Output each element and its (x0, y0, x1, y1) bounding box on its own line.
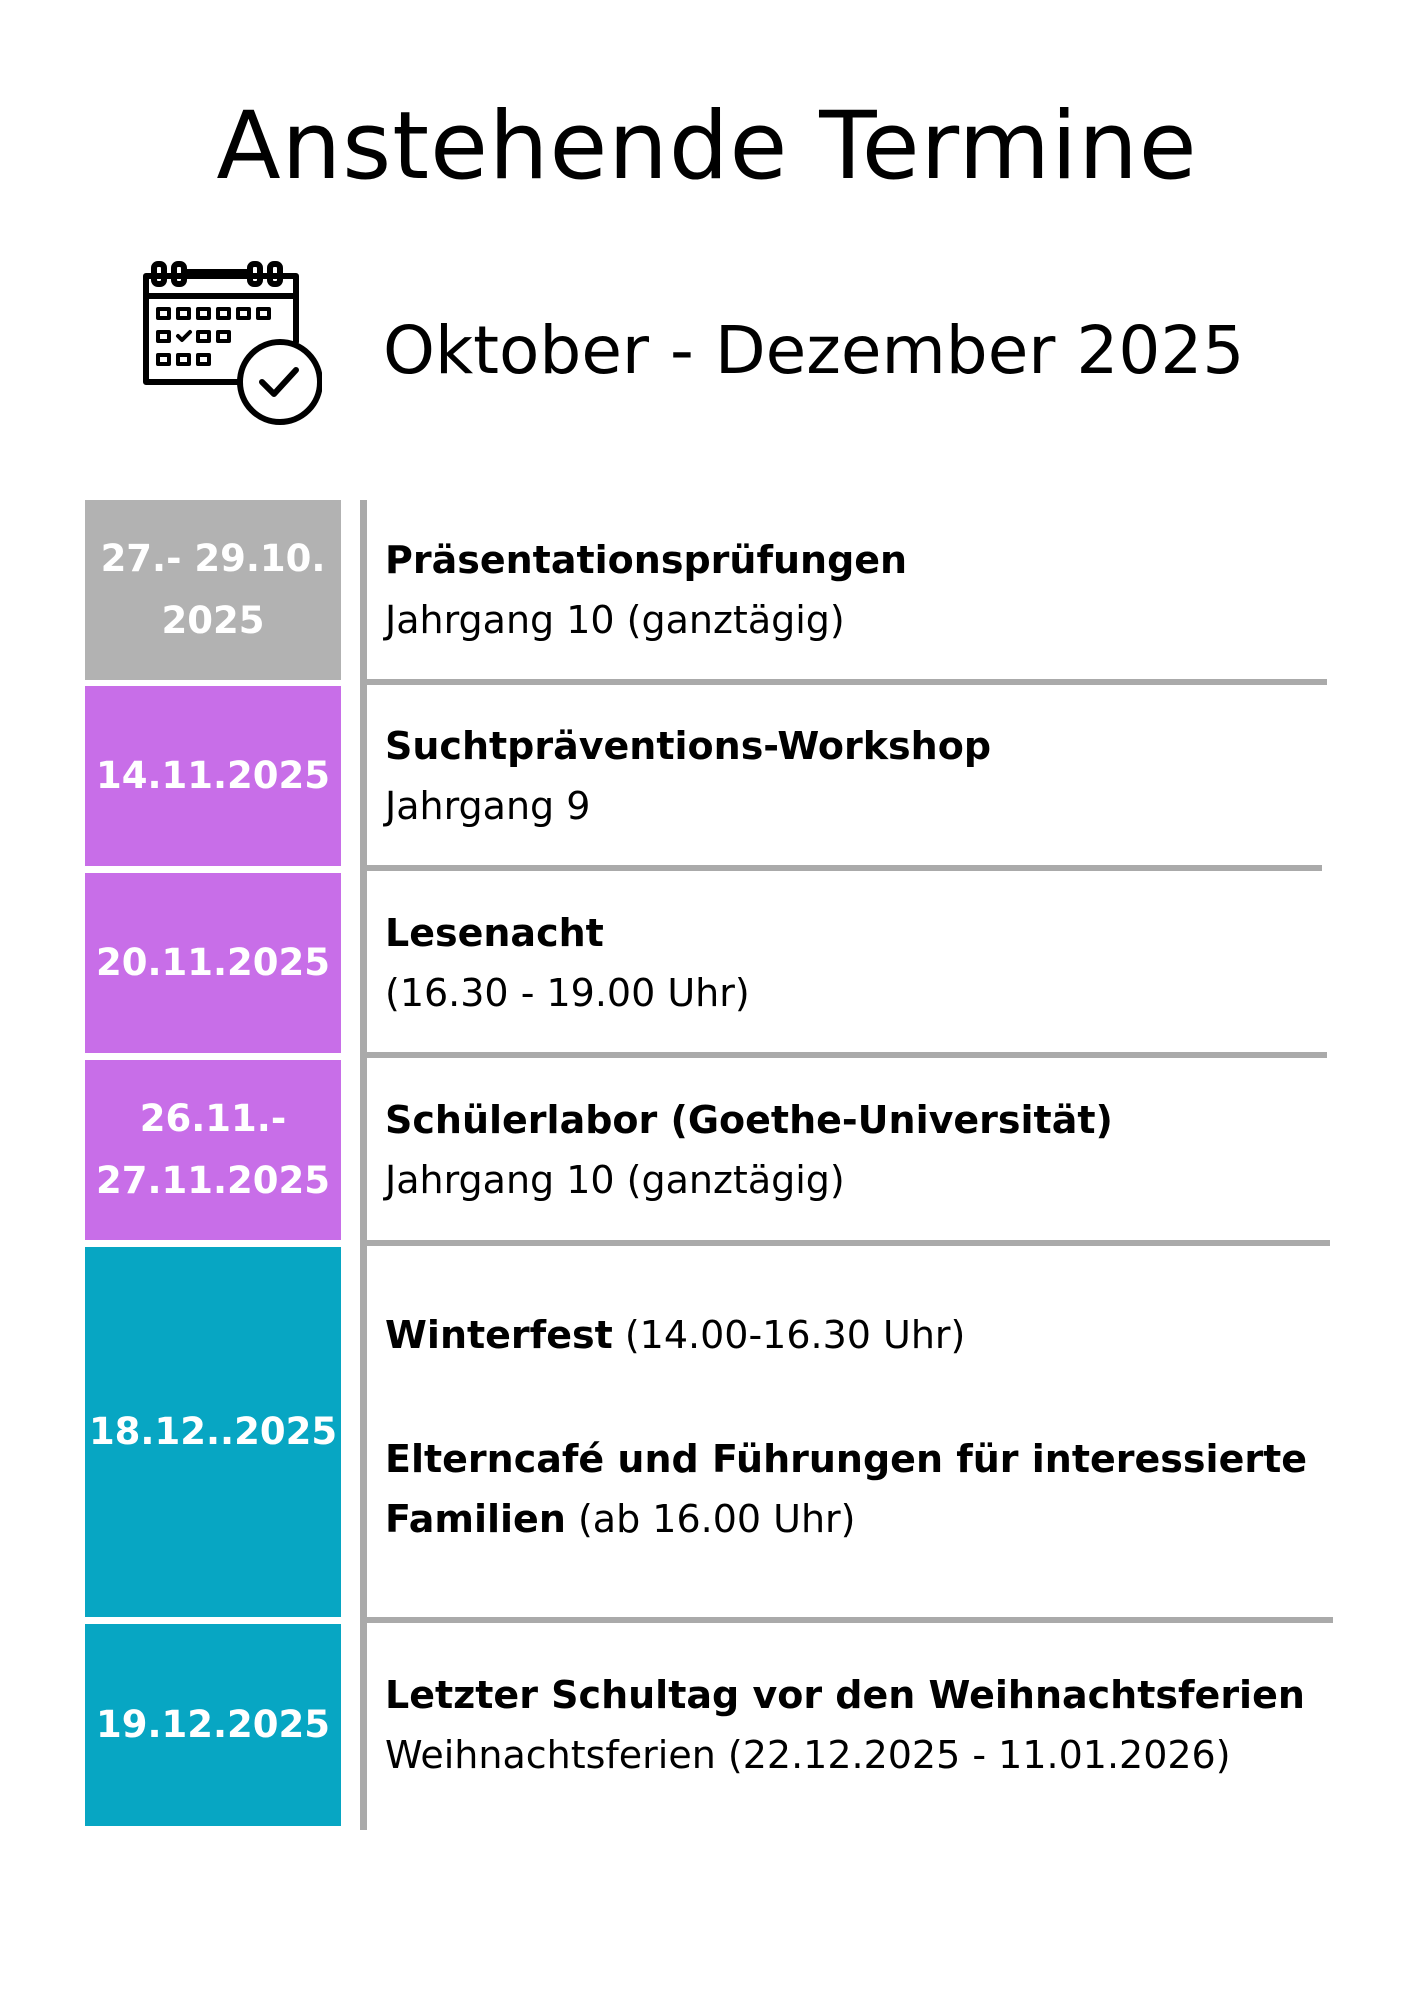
event-subtitle: (16.30 - 19.00 Uhr) (385, 971, 750, 1015)
event-title: Letzter Schultag vor den Weihnachtsferien (385, 1673, 1305, 1717)
event-date (85, 500, 341, 680)
event-timeline (85, 500, 1335, 1830)
date-line: 20.11.2025 (95, 941, 331, 984)
event-subtitle: Jahrgang 10 (ganztägig) (385, 598, 845, 642)
event-time: (14.00-16.30 Uhr) (612, 1313, 966, 1357)
event-title: Familien (385, 1497, 566, 1541)
page-title: Anstehende Termine (216, 92, 1198, 201)
date-line: 26.11.- (139, 1097, 287, 1140)
date-line: 27.11.2025 (95, 1159, 331, 1202)
row-divider (367, 865, 1322, 871)
event-title: Schülerlabor (Goethe-Universität) (385, 1098, 1113, 1142)
event-title: Präsentationsprüfungen (385, 538, 908, 582)
event-date (85, 873, 341, 1053)
event-date (85, 1247, 341, 1617)
event-details (385, 1624, 1414, 1826)
row-divider (367, 1052, 1327, 1058)
date-line: 19.12.2025 (95, 1703, 331, 1746)
date-line: 27.- 29.10. (100, 537, 326, 580)
row-divider (367, 679, 1327, 685)
event-details (385, 686, 1414, 866)
event-title: Suchtpräventions-Workshop (385, 724, 992, 768)
event-time: (ab 16.00 Uhr) (565, 1497, 856, 1541)
event-details (385, 1247, 1414, 1607)
date-line: 18.12..2025 (88, 1410, 338, 1453)
event-details (385, 500, 1414, 680)
event-title: Lesenacht (385, 911, 604, 955)
date-line: 14.11.2025 (95, 754, 331, 797)
date-range-subtitle: Oktober - Dezember 2025 (383, 312, 1245, 389)
event-date (85, 1060, 341, 1240)
calendar-check-icon (138, 256, 322, 428)
row-divider (367, 1240, 1330, 1246)
row-divider (367, 1617, 1333, 1623)
event-item (385, 1305, 1414, 1365)
event-item (385, 1489, 1414, 1549)
date-line: 2025 (161, 599, 265, 642)
event-date (85, 686, 341, 866)
timeline-vertical-line (360, 500, 367, 1830)
event-subtitle: Weihnachtsferien (22.12.2025 - 11.01.2026) (385, 1733, 1231, 1777)
event-title: Winterfest (385, 1313, 613, 1357)
event-subtitle: Jahrgang 10 (ganztägig) (385, 1158, 845, 1202)
event-date (85, 1624, 341, 1826)
event-subtitle: Jahrgang 9 (385, 784, 591, 828)
event-item: Elterncafé und Führungen für interessierte (385, 1437, 1308, 1481)
event-details (385, 873, 1414, 1053)
event-details (385, 1060, 1414, 1240)
